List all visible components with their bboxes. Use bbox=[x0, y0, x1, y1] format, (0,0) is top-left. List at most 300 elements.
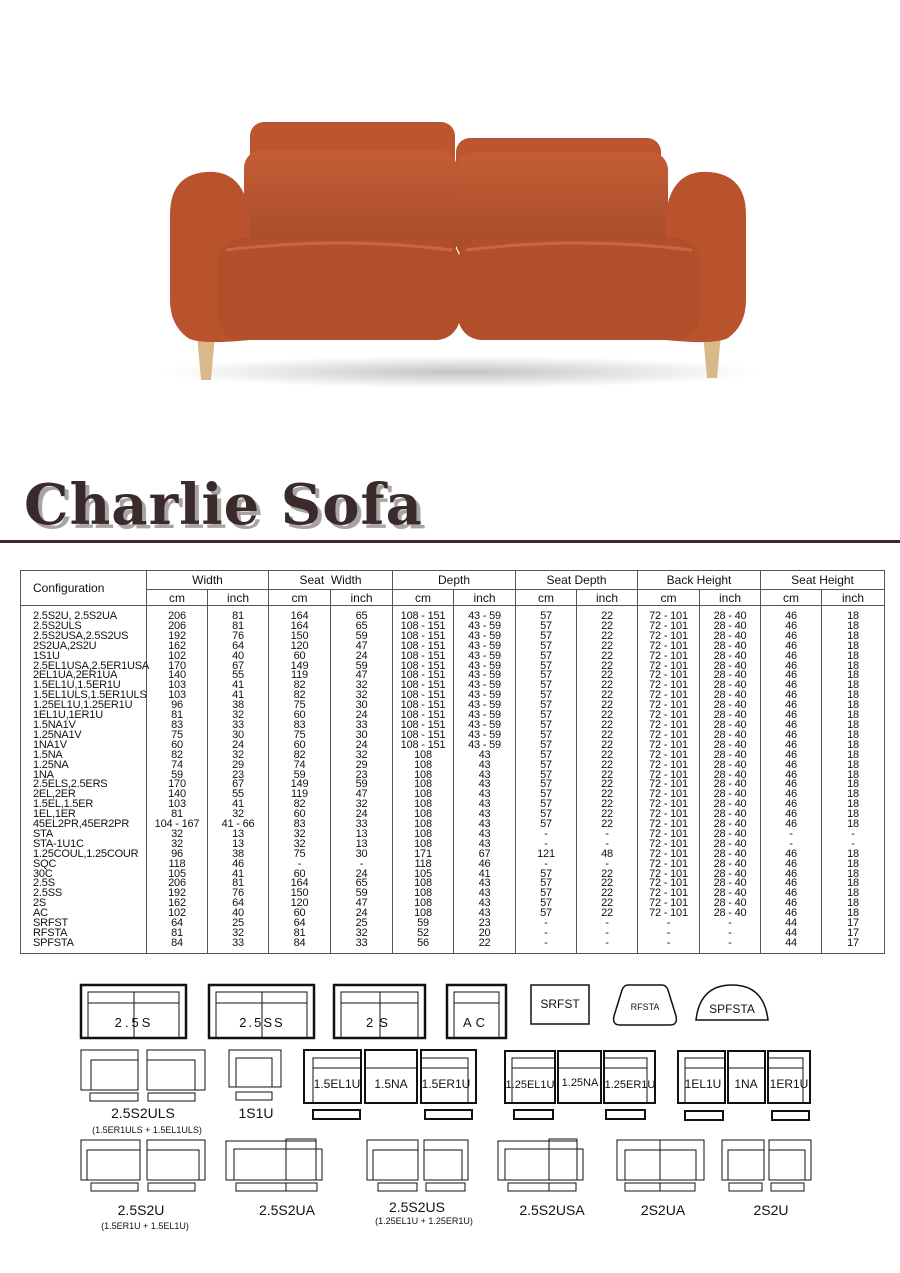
cell-seat-depth-inch: 22 bbox=[577, 909, 638, 919]
cell-seat-width-cm: 149 bbox=[269, 662, 331, 672]
cell-back-height-inch: 28 - 40 bbox=[700, 850, 761, 860]
cell-seat-width-cm: 120 bbox=[269, 642, 331, 652]
table-row bbox=[21, 761, 885, 771]
cell-depth-cm: 108 bbox=[393, 780, 454, 790]
cell-seat-width-inch: 24 bbox=[331, 711, 393, 721]
table-row bbox=[21, 790, 885, 800]
diagram-2.5S2USA bbox=[498, 1139, 585, 1218]
cell-configuration: 1.25COUL,1.25COUR bbox=[21, 850, 147, 860]
cell-seat-depth-inch: 48 bbox=[577, 850, 638, 860]
cell-back-height-inch: 28 - 40 bbox=[700, 771, 761, 781]
table-row bbox=[21, 622, 885, 632]
table-row bbox=[21, 652, 885, 662]
cell-width-cm: 140 bbox=[147, 671, 208, 681]
cell-seat-height-inch: 17 bbox=[822, 919, 885, 929]
cell-seat-width-cm: 32 bbox=[269, 830, 331, 840]
cell-depth-cm: 108 - 151 bbox=[393, 691, 454, 701]
diagram-label: 2S2UA bbox=[640, 1202, 686, 1218]
cell-seat-depth-cm: 57 bbox=[516, 751, 577, 761]
diagram-label: 1ER1U bbox=[769, 1077, 809, 1091]
unit-inch: inch bbox=[700, 590, 761, 606]
cell-back-height-inch: 28 - 40 bbox=[700, 860, 761, 870]
cell-seat-width-cm: 164 bbox=[269, 622, 331, 632]
cell-configuration: 2.5S2ULS bbox=[21, 622, 147, 632]
cell-back-height-inch: 28 - 40 bbox=[700, 899, 761, 909]
cell-width-cm: 118 bbox=[147, 860, 208, 870]
cell-seat-height-cm: 46 bbox=[761, 701, 822, 711]
table-row bbox=[21, 771, 885, 781]
cell-seat-depth-inch: 22 bbox=[577, 780, 638, 790]
diagram-label: 2.5S2US bbox=[388, 1199, 446, 1215]
diagram-2S2UA bbox=[617, 1140, 704, 1218]
cell-seat-width-inch: 32 bbox=[331, 691, 393, 701]
cell-seat-height-cm: 46 bbox=[761, 790, 822, 800]
cell-seat-depth-inch: 22 bbox=[577, 662, 638, 672]
cell-seat-height-inch: 17 bbox=[822, 929, 885, 939]
table-row bbox=[21, 889, 885, 899]
sofa-product-image bbox=[0, 0, 900, 440]
unit-cm: cm bbox=[269, 590, 331, 606]
diagram-label: SRFST bbox=[540, 997, 580, 1011]
cell-width-cm: 84 bbox=[147, 939, 208, 953]
diagram-label: 1EL1U bbox=[684, 1077, 722, 1091]
cell-back-height-inch: 28 - 40 bbox=[700, 820, 761, 830]
cell-depth-cm: 108 bbox=[393, 810, 454, 820]
cell-seat-height-inch: - bbox=[822, 840, 885, 850]
diagram-label: 1.25EL1U bbox=[505, 1079, 555, 1091]
unit-inch: inch bbox=[454, 590, 516, 606]
cell-back-height-inch: 28 - 40 bbox=[700, 889, 761, 899]
cell-depth-inch: 43 bbox=[454, 810, 516, 820]
cell-back-height-inch: 28 - 40 bbox=[700, 731, 761, 741]
cell-width-inch: 32 bbox=[208, 711, 269, 721]
cell-configuration: SQC bbox=[21, 860, 147, 870]
cell-depth-cm: 56 bbox=[393, 939, 454, 953]
cell-width-cm: 59 bbox=[147, 771, 208, 781]
cell-seat-width-cm: 75 bbox=[269, 701, 331, 711]
cell-width-cm: 170 bbox=[147, 662, 208, 672]
table-row bbox=[21, 780, 885, 790]
cell-seat-width-inch: 24 bbox=[331, 909, 393, 919]
cell-seat-height-cm: 46 bbox=[761, 681, 822, 691]
column-header-back-height: Back Height bbox=[638, 571, 761, 590]
cell-back-height-cm: 72 - 101 bbox=[638, 889, 700, 899]
unit-cm: cm bbox=[147, 590, 208, 606]
cell-seat-depth-inch: 22 bbox=[577, 622, 638, 632]
diagram-label: 2.5SS bbox=[239, 1015, 285, 1030]
cell-back-height-cm: - bbox=[638, 939, 700, 953]
cell-seat-height-cm: - bbox=[761, 840, 822, 850]
cell-seat-height-inch: 18 bbox=[822, 652, 885, 662]
cell-seat-height-cm: 46 bbox=[761, 889, 822, 899]
cell-width-inch: 41 - 66 bbox=[208, 820, 269, 830]
cell-depth-cm: 171 bbox=[393, 850, 454, 860]
cell-width-inch: 64 bbox=[208, 899, 269, 909]
cell-depth-inch: 43 bbox=[454, 751, 516, 761]
table-row bbox=[21, 741, 885, 751]
cell-back-height-cm: 72 - 101 bbox=[638, 879, 700, 889]
column-header-configuration: Configuration bbox=[21, 571, 147, 606]
cell-seat-depth-cm: 57 bbox=[516, 711, 577, 721]
cell-seat-height-cm: 44 bbox=[761, 919, 822, 929]
diagram-label: 2S2U bbox=[753, 1202, 789, 1218]
cell-seat-width-cm: 74 bbox=[269, 761, 331, 771]
cell-seat-depth-cm: 57 bbox=[516, 662, 577, 672]
cell-depth-cm: 105 bbox=[393, 870, 454, 880]
cell-seat-depth-cm: 57 bbox=[516, 909, 577, 919]
cell-back-height-cm: 72 - 101 bbox=[638, 671, 700, 681]
column-header-seat-depth: Seat Depth bbox=[516, 571, 638, 590]
cell-width-cm: 83 bbox=[147, 721, 208, 731]
table-row bbox=[21, 691, 885, 701]
table-row bbox=[21, 731, 885, 741]
cell-back-height-inch: 28 - 40 bbox=[700, 606, 761, 622]
cell-seat-width-cm: 60 bbox=[269, 870, 331, 880]
cell-configuration: 2EL1UA,2ER1UA bbox=[21, 671, 147, 681]
cell-seat-depth-cm: - bbox=[516, 939, 577, 953]
cell-seat-height-cm: 46 bbox=[761, 741, 822, 751]
cell-seat-depth-cm: 57 bbox=[516, 870, 577, 880]
table-row bbox=[21, 810, 885, 820]
cell-width-cm: 206 bbox=[147, 622, 208, 632]
cell-seat-height-inch: 18 bbox=[822, 671, 885, 681]
cell-seat-height-inch: 18 bbox=[822, 751, 885, 761]
table-row bbox=[21, 642, 885, 652]
cell-depth-cm: 59 bbox=[393, 919, 454, 929]
cell-depth-inch: 43 bbox=[454, 830, 516, 840]
cell-seat-height-inch: 18 bbox=[822, 662, 885, 672]
diagram-label: 1.25ER1U bbox=[604, 1079, 656, 1091]
cell-configuration: 2.5S bbox=[21, 879, 147, 889]
cell-width-cm: 103 bbox=[147, 800, 208, 810]
cell-width-cm: 74 bbox=[147, 761, 208, 771]
cell-depth-inch: 43 bbox=[454, 899, 516, 909]
cell-depth-inch: 43 bbox=[454, 790, 516, 800]
cell-depth-inch: 43 bbox=[454, 909, 516, 919]
cell-back-height-cm: 72 - 101 bbox=[638, 632, 700, 642]
cell-seat-height-inch: 18 bbox=[822, 622, 885, 632]
cell-seat-depth-cm: - bbox=[516, 830, 577, 840]
diagram-label: 2.5S2UA bbox=[258, 1202, 316, 1218]
cell-configuration: 1EL,1ER bbox=[21, 810, 147, 820]
cell-seat-depth-cm: 57 bbox=[516, 780, 577, 790]
cell-width-inch: 38 bbox=[208, 850, 269, 860]
diagram-2.5S2ULS bbox=[81, 1050, 205, 1135]
cell-seat-height-inch: 18 bbox=[822, 606, 885, 622]
cell-seat-width-inch: 24 bbox=[331, 652, 393, 662]
cell-seat-width-cm: 164 bbox=[269, 606, 331, 622]
cell-width-cm: 81 bbox=[147, 929, 208, 939]
cell-back-height-cm: 72 - 101 bbox=[638, 606, 700, 622]
column-header-seat-height: Seat Height bbox=[761, 571, 885, 590]
cell-width-inch: 76 bbox=[208, 632, 269, 642]
cell-width-inch: 81 bbox=[208, 622, 269, 632]
cell-seat-height-inch: 18 bbox=[822, 820, 885, 830]
cell-seat-width-inch: 59 bbox=[331, 632, 393, 642]
diagram-AC bbox=[447, 985, 506, 1038]
cell-seat-width-inch: 24 bbox=[331, 810, 393, 820]
cell-back-height-cm: 72 - 101 bbox=[638, 652, 700, 662]
table-row bbox=[21, 820, 885, 830]
cell-width-inch: 24 bbox=[208, 741, 269, 751]
cell-seat-depth-inch: 22 bbox=[577, 632, 638, 642]
cell-seat-depth-inch: 22 bbox=[577, 771, 638, 781]
cell-seat-depth-cm: 57 bbox=[516, 889, 577, 899]
cell-depth-inch: 43 - 59 bbox=[454, 741, 516, 751]
cell-width-cm: 192 bbox=[147, 889, 208, 899]
cell-depth-inch: 20 bbox=[454, 929, 516, 939]
cell-seat-width-cm: 60 bbox=[269, 711, 331, 721]
cell-configuration: 2EL,2ER bbox=[21, 790, 147, 800]
cell-seat-height-cm: 46 bbox=[761, 671, 822, 681]
cell-seat-height-cm: 46 bbox=[761, 642, 822, 652]
cell-width-cm: 170 bbox=[147, 780, 208, 790]
cell-width-inch: 30 bbox=[208, 731, 269, 741]
cell-back-height-cm: 72 - 101 bbox=[638, 810, 700, 820]
cell-width-inch: 40 bbox=[208, 909, 269, 919]
cell-back-height-inch: 28 - 40 bbox=[700, 810, 761, 820]
cell-depth-inch: 43 bbox=[454, 800, 516, 810]
cell-configuration: SPFSTA bbox=[21, 939, 147, 953]
cell-back-height-cm: 72 - 101 bbox=[638, 731, 700, 741]
unit-cm: cm bbox=[761, 590, 822, 606]
cell-seat-depth-cm: 57 bbox=[516, 810, 577, 820]
cell-back-height-cm: 72 - 101 bbox=[638, 870, 700, 880]
cell-seat-depth-cm: 57 bbox=[516, 701, 577, 711]
cell-seat-depth-cm: 57 bbox=[516, 622, 577, 632]
cell-depth-cm: 108 - 151 bbox=[393, 662, 454, 672]
diagram-label: 2.5S2U bbox=[117, 1202, 165, 1218]
cell-seat-width-cm: 82 bbox=[269, 681, 331, 691]
cell-back-height-inch: 28 - 40 bbox=[700, 662, 761, 672]
cell-seat-depth-cm: - bbox=[516, 860, 577, 870]
cell-width-inch: 25 bbox=[208, 919, 269, 929]
diagram-label: 1NA bbox=[734, 1077, 758, 1091]
cell-seat-height-inch: 18 bbox=[822, 800, 885, 810]
cell-depth-inch: 43 bbox=[454, 879, 516, 889]
cell-back-height-cm: 72 - 101 bbox=[638, 840, 700, 850]
cell-configuration: 2S bbox=[21, 899, 147, 909]
cell-back-height-inch: 28 - 40 bbox=[700, 790, 761, 800]
cell-configuration: 2.5S2USA,2.5S2US bbox=[21, 632, 147, 642]
cell-seat-depth-inch: - bbox=[577, 939, 638, 953]
cell-back-height-inch: 28 - 40 bbox=[700, 652, 761, 662]
cell-seat-width-inch: 13 bbox=[331, 840, 393, 850]
cell-configuration: 30C bbox=[21, 870, 147, 880]
cell-seat-depth-cm: 57 bbox=[516, 741, 577, 751]
cell-back-height-inch: 28 - 40 bbox=[700, 879, 761, 889]
header-row-groups bbox=[21, 571, 885, 590]
cell-seat-height-inch: 18 bbox=[822, 850, 885, 860]
cell-back-height-cm: 72 - 101 bbox=[638, 681, 700, 691]
cell-seat-height-cm: 46 bbox=[761, 751, 822, 761]
cell-seat-width-inch: 30 bbox=[331, 850, 393, 860]
cell-depth-inch: 43 - 59 bbox=[454, 711, 516, 721]
cell-seat-height-inch: 18 bbox=[822, 899, 885, 909]
cell-width-cm: 206 bbox=[147, 606, 208, 622]
cell-seat-width-cm: 150 bbox=[269, 889, 331, 899]
unit-inch: inch bbox=[577, 590, 638, 606]
cell-depth-cm: 118 bbox=[393, 860, 454, 870]
cell-depth-cm: 108 bbox=[393, 899, 454, 909]
cell-width-cm: 103 bbox=[147, 681, 208, 691]
diagram-label: 1.5EL1U bbox=[313, 1077, 361, 1091]
cell-seat-height-cm: 44 bbox=[761, 929, 822, 939]
cell-depth-cm: 108 - 151 bbox=[393, 606, 454, 622]
cell-configuration: 1NA1V bbox=[21, 741, 147, 751]
cell-seat-height-cm: 46 bbox=[761, 800, 822, 810]
cell-seat-height-inch: 18 bbox=[822, 721, 885, 731]
cell-back-height-cm: 72 - 101 bbox=[638, 691, 700, 701]
cell-back-height-cm: 72 - 101 bbox=[638, 909, 700, 919]
cell-seat-width-inch: 59 bbox=[331, 662, 393, 672]
cell-back-height-cm: 72 - 101 bbox=[638, 741, 700, 751]
cell-seat-width-inch: 32 bbox=[331, 681, 393, 691]
cell-seat-height-cm: 46 bbox=[761, 761, 822, 771]
configuration-diagrams bbox=[0, 970, 900, 1270]
cell-seat-width-inch: 47 bbox=[331, 899, 393, 909]
diagram-RFSTA bbox=[614, 985, 677, 1025]
cell-seat-width-cm: 119 bbox=[269, 671, 331, 681]
cell-seat-height-inch: 18 bbox=[822, 632, 885, 642]
cell-seat-depth-cm: 57 bbox=[516, 761, 577, 771]
cell-seat-width-cm: 82 bbox=[269, 691, 331, 701]
cell-seat-width-cm: 59 bbox=[269, 771, 331, 781]
cell-seat-height-cm: 46 bbox=[761, 899, 822, 909]
cell-seat-depth-cm: 57 bbox=[516, 691, 577, 701]
dimensions-table-body bbox=[21, 606, 885, 954]
cell-seat-height-inch: 18 bbox=[822, 870, 885, 880]
cell-seat-width-cm: 64 bbox=[269, 919, 331, 929]
table-row bbox=[21, 929, 885, 939]
cell-back-height-cm: 72 - 101 bbox=[638, 761, 700, 771]
cell-configuration: 1.5EL1U,1.5ER1U bbox=[21, 681, 147, 691]
cell-seat-width-cm: 81 bbox=[269, 929, 331, 939]
cell-seat-depth-inch: - bbox=[577, 840, 638, 850]
cell-width-cm: 81 bbox=[147, 711, 208, 721]
cell-back-height-cm: 72 - 101 bbox=[638, 860, 700, 870]
diagram-SRFST bbox=[531, 985, 589, 1024]
cell-seat-depth-inch: 22 bbox=[577, 790, 638, 800]
cell-back-height-inch: 28 - 40 bbox=[700, 800, 761, 810]
cell-depth-inch: 67 bbox=[454, 850, 516, 860]
cell-width-inch: 81 bbox=[208, 606, 269, 622]
diagram-label: 1.5NA bbox=[374, 1077, 408, 1091]
cell-seat-depth-inch: 22 bbox=[577, 642, 638, 652]
cell-seat-height-cm: 46 bbox=[761, 731, 822, 741]
cell-seat-depth-inch: 22 bbox=[577, 721, 638, 731]
cell-back-height-cm: 72 - 101 bbox=[638, 850, 700, 860]
cell-seat-width-inch: 33 bbox=[331, 939, 393, 953]
diagram-2.5S2U bbox=[81, 1140, 205, 1231]
cell-seat-depth-cm: 57 bbox=[516, 899, 577, 909]
cell-back-height-inch: - bbox=[700, 919, 761, 929]
cell-configuration: 1.25NA1V bbox=[21, 731, 147, 741]
cell-seat-height-cm: 46 bbox=[761, 810, 822, 820]
cell-width-inch: 32 bbox=[208, 751, 269, 761]
cell-seat-depth-cm: 57 bbox=[516, 642, 577, 652]
cell-depth-inch: 43 bbox=[454, 840, 516, 850]
cell-width-inch: 64 bbox=[208, 642, 269, 652]
table-row bbox=[21, 681, 885, 691]
cell-depth-cm: 108 - 151 bbox=[393, 701, 454, 711]
diagram-label: AC bbox=[462, 1015, 490, 1030]
cell-seat-width-inch: 32 bbox=[331, 929, 393, 939]
cell-seat-width-cm: 82 bbox=[269, 751, 331, 761]
product-title: Charlie Sofa bbox=[24, 472, 423, 538]
cell-back-height-cm: 72 - 101 bbox=[638, 790, 700, 800]
cell-depth-cm: 108 - 151 bbox=[393, 681, 454, 691]
cell-seat-width-inch: 30 bbox=[331, 701, 393, 711]
cell-seat-width-inch: 32 bbox=[331, 751, 393, 761]
diagram-sublabel: (1.25EL1U + 1.25ER1U) bbox=[375, 1216, 473, 1226]
diagram-2S bbox=[334, 985, 425, 1038]
cell-seat-height-inch: 18 bbox=[822, 642, 885, 652]
cell-seat-depth-cm: - bbox=[516, 840, 577, 850]
cell-seat-height-inch: - bbox=[822, 830, 885, 840]
diagram-sublabel: (1.5ER1ULS + 1.5EL1ULS) bbox=[92, 1125, 202, 1135]
cell-seat-height-inch: 18 bbox=[822, 879, 885, 889]
cell-seat-depth-cm: 57 bbox=[516, 681, 577, 691]
cell-width-cm: 60 bbox=[147, 741, 208, 751]
cell-width-inch: 32 bbox=[208, 810, 269, 820]
cell-configuration: 1EL1U,1ER1U bbox=[21, 711, 147, 721]
cell-depth-inch: 43 bbox=[454, 780, 516, 790]
diagram-label: 2.5S2ULS bbox=[111, 1105, 175, 1121]
table-row bbox=[21, 860, 885, 870]
cell-back-height-cm: 72 - 101 bbox=[638, 899, 700, 909]
diagram-label: RFSTA bbox=[630, 1002, 660, 1012]
cell-seat-width-inch: - bbox=[331, 860, 393, 870]
cell-seat-width-inch: 24 bbox=[331, 741, 393, 751]
cell-seat-depth-inch: 22 bbox=[577, 691, 638, 701]
cell-width-cm: 206 bbox=[147, 879, 208, 889]
table-row bbox=[21, 662, 885, 672]
cell-back-height-cm: 72 - 101 bbox=[638, 800, 700, 810]
cell-width-cm: 75 bbox=[147, 731, 208, 741]
cell-seat-width-cm: 75 bbox=[269, 850, 331, 860]
cell-depth-inch: 43 - 59 bbox=[454, 662, 516, 672]
cell-seat-height-inch: 17 bbox=[822, 939, 885, 953]
cell-seat-height-cm: 46 bbox=[761, 879, 822, 889]
cell-seat-depth-cm: 57 bbox=[516, 820, 577, 830]
cell-seat-height-cm: 46 bbox=[761, 691, 822, 701]
cell-width-cm: 64 bbox=[147, 919, 208, 929]
cell-depth-cm: 108 bbox=[393, 761, 454, 771]
cell-configuration: 45EL2PR,45ER2PR bbox=[21, 820, 147, 830]
cell-seat-width-inch: 47 bbox=[331, 642, 393, 652]
cell-back-height-cm: 72 - 101 bbox=[638, 780, 700, 790]
cell-seat-depth-inch: 22 bbox=[577, 889, 638, 899]
cell-seat-width-cm: 60 bbox=[269, 909, 331, 919]
cell-seat-height-inch: 18 bbox=[822, 731, 885, 741]
cell-configuration: 1.5NA1V bbox=[21, 721, 147, 731]
cell-seat-height-inch: 18 bbox=[822, 780, 885, 790]
cell-seat-width-inch: 24 bbox=[331, 870, 393, 880]
cell-seat-depth-inch: 22 bbox=[577, 899, 638, 909]
cell-width-inch: 13 bbox=[208, 830, 269, 840]
cell-depth-cm: 108 - 151 bbox=[393, 622, 454, 632]
cell-back-height-inch: 28 - 40 bbox=[700, 751, 761, 761]
cell-seat-width-inch: 65 bbox=[331, 606, 393, 622]
cell-seat-depth-cm: 57 bbox=[516, 731, 577, 741]
table-row bbox=[21, 701, 885, 711]
cell-width-cm: 140 bbox=[147, 790, 208, 800]
cell-seat-depth-cm: - bbox=[516, 929, 577, 939]
cell-back-height-cm: - bbox=[638, 919, 700, 929]
cell-depth-cm: 108 bbox=[393, 751, 454, 761]
cell-seat-width-cm: 84 bbox=[269, 939, 331, 953]
